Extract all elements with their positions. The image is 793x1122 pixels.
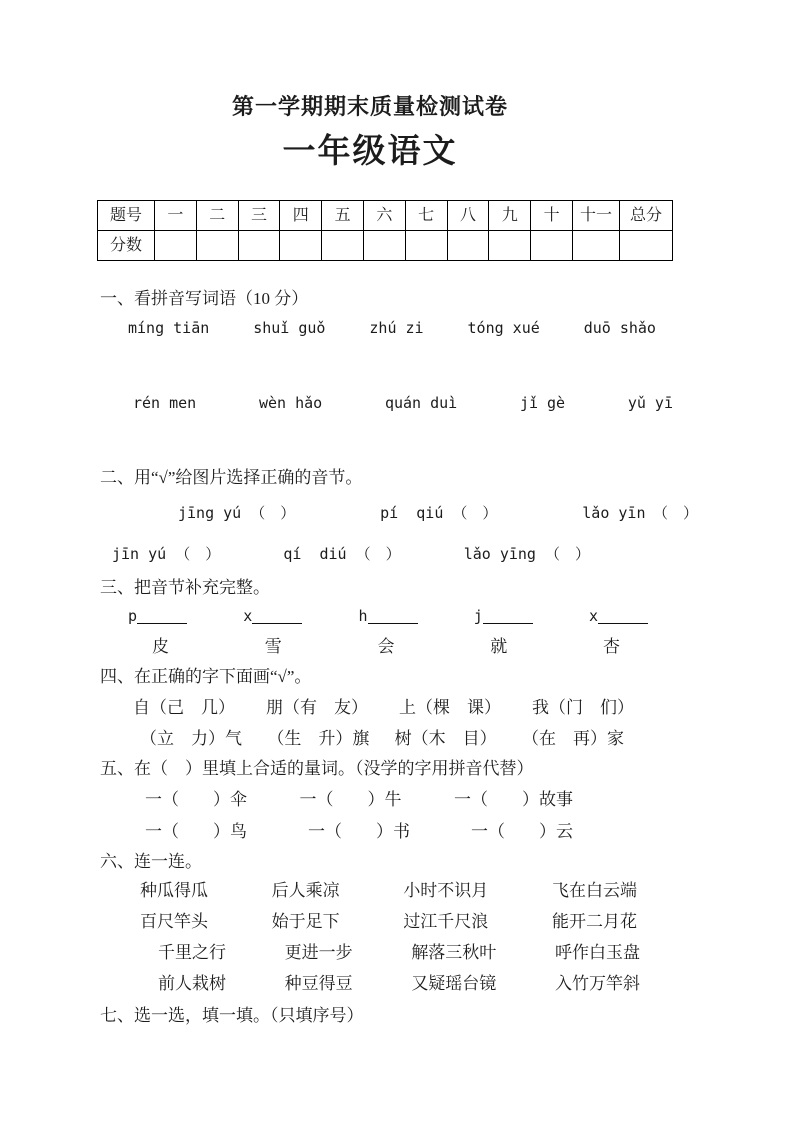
score-cell (155, 231, 197, 261)
pinyin-word: wèn hǎo (258, 394, 323, 412)
match-phrase: 后人乘凉 (271, 881, 340, 900)
section-6-heading: 六、连一连。 (100, 852, 202, 871)
section-5-heading: 五、在（ ）里填上合适的量词。（没学的字用拼音代替） (100, 759, 534, 778)
syllable-blank (589, 607, 648, 626)
match-phrase: 过江千尺浪 (403, 912, 489, 931)
score-col-9: 九 (489, 201, 531, 231)
section-2-heading: 二、用“√”给图片选择正确的音节。 (100, 468, 363, 487)
syllable-option: pí qiú （ ） (380, 504, 498, 522)
match-phrase: 更进一步 (284, 943, 353, 962)
score-cell (405, 231, 447, 261)
section-6-match-row-1 (140, 880, 637, 901)
match-phrase: 飞在白云端 (551, 881, 637, 900)
char-choice: 我（门 们） (532, 698, 634, 717)
syllable-option: lǎo yīn （ ） (582, 504, 698, 522)
match-phrase: 千里之行 (158, 943, 226, 962)
score-col-10: 十 (531, 201, 573, 231)
section-2-option-row-1 (178, 504, 698, 523)
syllable-blank (128, 607, 187, 626)
pinyin-word: duō shǎo (583, 319, 656, 337)
match-phrase: 百尺竿头 (140, 912, 208, 931)
score-col-5: 五 (322, 201, 364, 231)
match-phrase: 入竹万竿斜 (554, 974, 640, 993)
syllable-blank (358, 607, 417, 626)
score-cell (363, 231, 405, 261)
match-phrase: 前人栽树 (158, 974, 226, 993)
char-choice: （立 力）气 (140, 729, 242, 748)
hanzi-char: 会 (377, 637, 395, 656)
paper-title: 第一学期期末质量检测试卷 (231, 94, 508, 119)
section-1-heading: 一、看拼音写词语（10 分） (100, 289, 309, 308)
match-phrase: 小时不识月 (403, 881, 489, 900)
initial-letter: x (243, 607, 253, 625)
hanzi-char: 杏 (603, 637, 620, 656)
score-col-6: 六 (363, 201, 405, 231)
score-col-1: 一 (155, 201, 197, 231)
answer-blank-line (598, 611, 648, 624)
syllable-blank (243, 607, 302, 626)
pinyin-word: rén men (133, 394, 197, 412)
initial-letter: j (473, 607, 483, 625)
measure-word-item: 一（ ）牛 (299, 790, 402, 809)
section-3-initials-row (128, 607, 648, 626)
match-phrase: 种瓜得瓜 (140, 881, 208, 900)
score-table-corner: 题号 (98, 201, 155, 231)
initial-letter: h (358, 607, 368, 625)
score-table (97, 200, 673, 261)
pinyin-word: míng tiān (128, 319, 210, 337)
initial-letter: x (588, 607, 598, 625)
match-phrase: 始于足下 (271, 912, 340, 931)
section-1-pinyin-row-1 (128, 319, 656, 338)
section-6-match-row-2 (140, 911, 637, 932)
char-choice: （生 升）旗 (267, 729, 370, 748)
measure-word-item: 一（ ）故事 (454, 790, 573, 809)
syllable-option: lǎo yīng （ ） (463, 545, 590, 563)
initial-letter: p (128, 607, 138, 625)
section-6-match-row-4 (158, 973, 640, 994)
score-col-4: 四 (280, 201, 322, 231)
paper-subtitle: 一年级语文 (282, 132, 458, 169)
pinyin-word: yǔ yī (627, 394, 673, 412)
score-cell (322, 231, 364, 261)
char-choice: 上（棵 课） (399, 698, 501, 717)
score-cell (238, 231, 280, 261)
answer-blank-line (137, 611, 187, 624)
score-col-7: 七 (405, 201, 447, 231)
score-col-11: 十一 (573, 201, 620, 231)
section-1-pinyin-row-2 (133, 394, 673, 413)
match-phrase: 又疑瑶台镜 (411, 974, 497, 993)
measure-word-item: 一（ ）书 (308, 822, 410, 841)
syllable-option: jīng yú （ ） (178, 504, 296, 522)
measure-word-item: 一（ ）伞 (145, 790, 247, 809)
answer-blank-line (252, 611, 302, 624)
score-col-2: 二 (196, 201, 238, 231)
section-6-match-row-3 (158, 942, 640, 963)
match-phrase: 能开二月花 (551, 912, 637, 931)
score-table-score-row (98, 231, 673, 261)
section-5-measure-row-2 (145, 821, 573, 842)
score-col-total: 总分 (620, 201, 673, 231)
section-7-heading: 七、选一选，填一填。（只填序号） (100, 1006, 364, 1025)
score-cell (280, 231, 322, 261)
score-cell (573, 231, 620, 261)
hanzi-char: 就 (490, 637, 508, 656)
measure-word-item: 一（ ）鸟 (145, 822, 247, 841)
score-cell (489, 231, 531, 261)
char-choice: 树（木 目） (394, 729, 497, 748)
match-phrase: 种豆得豆 (284, 974, 353, 993)
score-col-3: 三 (238, 201, 280, 231)
answer-blank-line (483, 611, 533, 624)
section-3-heading: 三、把音节补充完整。 (100, 578, 270, 597)
section-3-hanzi-row (152, 636, 620, 657)
answer-blank-line (368, 611, 418, 624)
char-choice: （在 再）家 (521, 729, 624, 748)
score-cell (531, 231, 573, 261)
section-5-measure-row-1 (145, 789, 573, 810)
score-cell-total (620, 231, 673, 261)
score-row-label: 分数 (98, 231, 155, 261)
section-4-choice-row-1 (133, 697, 634, 718)
score-col-8: 八 (447, 201, 489, 231)
char-choice: 自（己 几） (133, 698, 235, 717)
pinyin-word: tóng xué (467, 319, 540, 337)
score-cell (447, 231, 489, 261)
score-cell (196, 231, 238, 261)
score-table-header-row (98, 201, 673, 231)
syllable-option: jīn yú （ ） (112, 545, 221, 563)
section-4-choice-row-2 (140, 728, 624, 749)
char-choice: 朋（有 友） (266, 698, 368, 717)
pinyin-word: quán duì (384, 394, 458, 412)
hanzi-char: 皮 (152, 637, 169, 656)
measure-word-item: 一（ ）云 (471, 822, 573, 841)
syllable-option: qí diú （ ） (283, 545, 401, 563)
pinyin-word: jǐ gè (519, 394, 566, 412)
syllable-blank (474, 607, 533, 626)
section-2-option-row-2 (112, 545, 590, 564)
section-4-heading: 四、在正确的字下面画“√”。 (100, 667, 312, 686)
pinyin-word: shuǐ guǒ (253, 319, 326, 337)
match-phrase: 解落三秋叶 (411, 943, 497, 962)
hanzi-char: 雪 (264, 637, 282, 656)
pinyin-word: zhú zi (369, 319, 424, 337)
match-phrase: 呼作白玉盘 (554, 943, 640, 962)
